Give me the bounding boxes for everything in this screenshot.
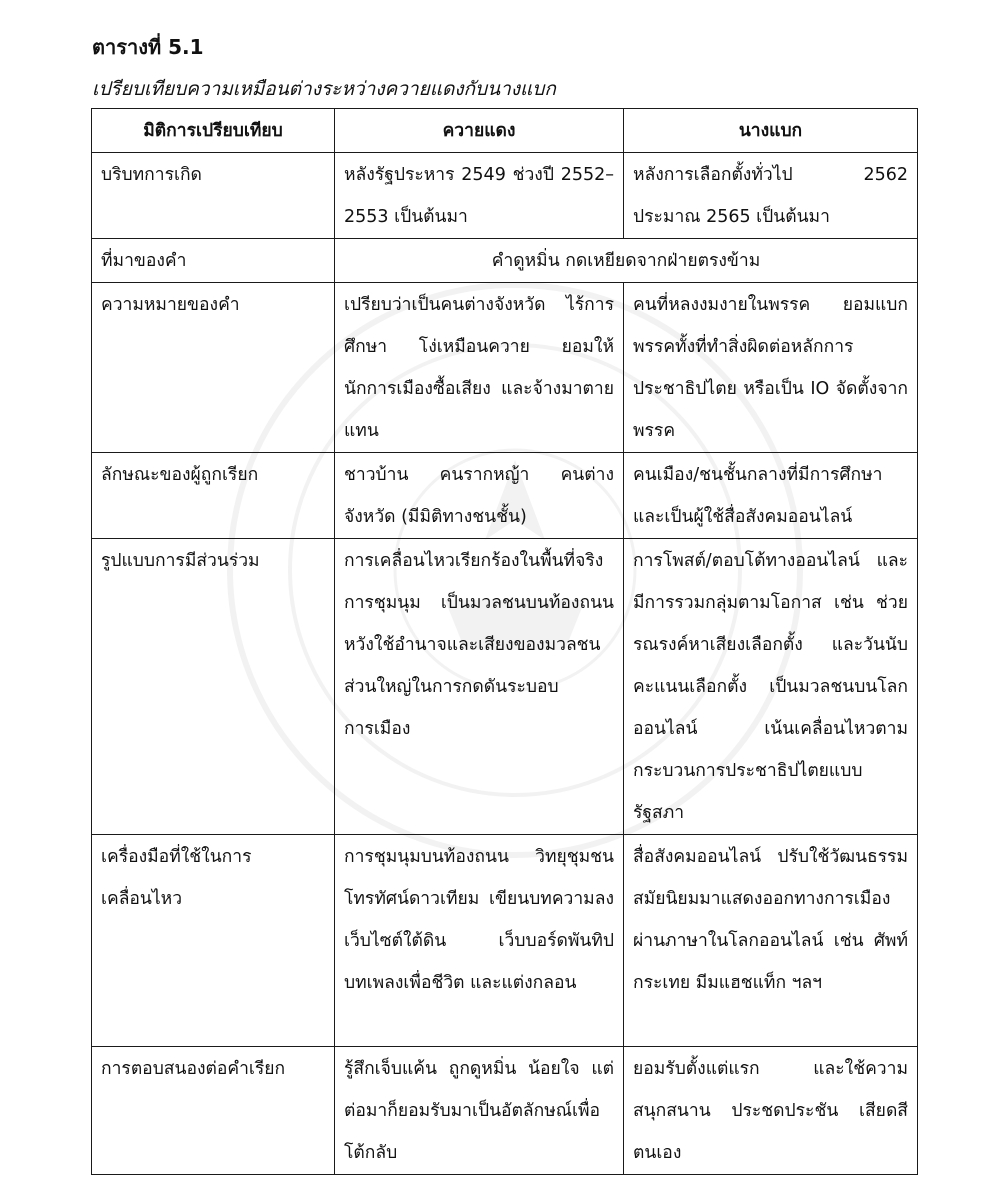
row-dimension: ความหมายของคำ [92,283,335,453]
row-red-buffalo: การชุมนุมบนท้องถนน วิทยุชุมชน โทรทัศน์ดาวเทียม เขียนบทความลงเว็บไซต์ใต้ดิน เว็บบอร์ดพันทิป บทเพลงเพื่อชีวิต และแต่งกลอน [335,835,624,1047]
table-row [92,1047,918,1175]
row-nang-baek: การโพสต์/ตอบโต้ทางออนไลน์ และมีการรวมกลุ่มตามโอกาส เช่น ช่วยรณรงค์หาเสียงเลือกตั้ง และวันนับคะแนนเลือกตั้ง เป็นมวลชนบนโลกออนไลน์ เน้นเคลื่อนไหวตามกระบวนการประชาธิปไตยแบบรัฐสภา [624,539,918,835]
row-nang-baek: คนที่หลงงมงายในพรรค ยอมแบกพรรคทั้งที่ทำสิ่งผิดต่อหลักการประชาธิปไตย หรือเป็น IO จัดตั้งจากพรรค [624,283,918,453]
row-nang-baek: คนเมือง/ชนชั้นกลางที่มีการศึกษาและเป็นผู้ใช้สื่อสังคมออนไลน์ [624,453,918,539]
table-number: ตารางที่ 5.1 [92,35,204,59]
row-dimension: การตอบสนองต่อคำเรียก [92,1047,335,1175]
row-red-buffalo: ชาวบ้าน คนรากหญ้า คนต่างจังหวัด (มีมิติทางชนชั้น) [335,453,624,539]
table-row [92,283,918,453]
table-header-row [92,109,918,153]
row-red-buffalo: เปรียบว่าเป็นคนต่างจังหวัด ไร้การศึกษา โง่เหมือนควาย ยอมให้นักการเมืองซื้อเสียง และจ้างมาตายแทน [335,283,624,453]
header-dimension: มิติการเปรียบเทียบ [92,109,335,153]
table-row [92,153,918,239]
row-dimension: รูปแบบการมีส่วนร่วม [92,539,335,835]
table-row [92,835,918,1047]
header-nang-baek: นางแบก [624,109,918,153]
table-row [92,239,918,283]
row-dimension: ลักษณะของผู้ถูกเรียก [92,453,335,539]
table-row [92,453,918,539]
row-dimension: บริบทการเกิด [92,153,335,239]
row-nang-baek: สื่อสังคมออนไลน์ ปรับใช้วัฒนธรรมสมัยนิยมมาแสดงออกทางการเมือง ผ่านภาษาในโลกออนไลน์ เช่น ศัพท์กระเทย มีมแฮชแท็ก ฯลฯ [624,835,918,1047]
row-red-buffalo: รู้สึกเจ็บแค้น ถูกดูหมิ่น น้อยใจ แต่ต่อมาก็ยอมรับมาเป็นอัตลักษณ์เพื่อโต้กลับ [335,1047,624,1175]
row-red-buffalo: การเคลื่อนไหวเรียกร้องในพื้นที่จริง การชุมนุม เป็นมวลชนบนท้องถนน หวังใช้อำนาจและเสียงของมวลชนส่วนใหญ่ในการกดดันระบอบการเมือง [335,539,624,835]
row-merged-value: คำดูหมิ่น กดเหยียดจากฝ่ายตรงข้าม [335,239,918,283]
row-nang-baek: หลังการเลือกตั้งทั่วไป 2562 ประมาณ 2565 เป็นต้นมา [624,153,918,239]
comparison-table [91,108,918,1175]
row-dimension: เครื่องมือที่ใช้ในการเคลื่อนไหว [92,835,335,1047]
table-row [92,539,918,835]
row-nang-baek: ยอมรับตั้งแต่แรก และใช้ความสนุกสนาน ประชดประชัน เสียดสีตนเอง [624,1047,918,1175]
row-dimension: ที่มาของคำ [92,239,335,283]
row-red-buffalo: หลังรัฐประหาร 2549 ช่วงปี 2552–2553 เป็นต้นมา [335,153,624,239]
table-caption: เปรียบเทียบความเหมือนต่างระหว่างควายแดงกับนางแบก [92,78,556,100]
header-red-buffalo: ควายแดง [335,109,624,153]
